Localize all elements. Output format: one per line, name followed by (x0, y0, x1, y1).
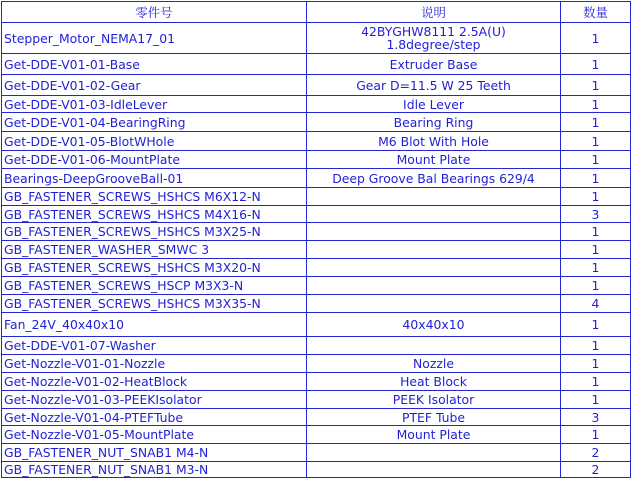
part-number-cell: Get-Nozzle-V01-05-MountPlate (2, 426, 307, 444)
quantity-cell: 1 (561, 259, 631, 277)
description-cell (307, 169, 561, 188)
quantity-cell: 1 (561, 113, 631, 132)
table-row (2, 96, 631, 113)
quantity-cell: 2 (561, 444, 631, 462)
table-row (2, 54, 631, 75)
description-line: PTEF Tube (402, 409, 465, 425)
quantity-cell: 1 (561, 426, 631, 444)
table-row (2, 23, 631, 54)
table-row (2, 113, 631, 132)
description-cell (307, 241, 561, 259)
table-row (2, 75, 631, 96)
part-number-cell: GB_FASTENER_SCREWS_HSHCS M3X20-N (2, 259, 307, 277)
part-number-cell: Fan_24V_40x40x10 (2, 313, 307, 337)
description-cell (307, 54, 561, 75)
description-line: Idle Lever (403, 96, 464, 112)
description-line: 42BYGHW8111 2.5A(U) (361, 24, 506, 39)
quantity-cell: 1 (561, 391, 631, 409)
part-number-cell: Get-Nozzle-V01-03-PEEKIsolator (2, 391, 307, 409)
quantity-cell: 1 (561, 241, 631, 259)
description-line: M6 Blot With Hole (378, 133, 489, 149)
table-row (2, 426, 631, 444)
table-row (2, 295, 631, 313)
part-number-cell: Get-Nozzle-V01-02-HeatBlock (2, 373, 307, 391)
description-cell (307, 96, 561, 113)
table-row (2, 206, 631, 223)
description-cell (307, 151, 561, 169)
description-cell (307, 75, 561, 96)
description-cell (307, 426, 561, 444)
quantity-cell: 1 (561, 277, 631, 295)
part-number-cell: GB_FASTENER_SCREWS_HSHCS M6X12-N (2, 188, 307, 206)
table-row (2, 373, 631, 391)
quantity-cell: 1 (561, 313, 631, 337)
table-row (2, 444, 631, 462)
part-number-cell: GB_FASTENER_WASHER_SMWC 3 (2, 241, 307, 259)
description-cell (307, 373, 561, 391)
description-cell (307, 132, 561, 151)
description-line: Extruder Base (389, 56, 478, 72)
description-line: 40x40x10 (402, 317, 465, 332)
quantity-cell: 3 (561, 206, 631, 223)
description-line: Gear D=11.5 W 25 Teeth (356, 77, 511, 93)
description-line: Bearing Ring (393, 114, 474, 130)
table-row (2, 169, 631, 188)
description-cell (307, 188, 561, 206)
description-cell (307, 355, 561, 373)
part-number-cell: Get-Nozzle-V01-04-PTEFTube (2, 409, 307, 426)
table-body (2, 23, 631, 478)
quantity-cell: 1 (561, 132, 631, 151)
part-number-cell: Get-DDE-V01-07-Washer (2, 337, 307, 355)
part-number-cell: Bearings-DeepGrooveBall-01 (2, 169, 307, 188)
description-cell (307, 444, 561, 462)
part-number-cell: GB_FASTENER_NUT_SNAB1 M3-N (2, 462, 307, 478)
quantity-cell: 1 (561, 96, 631, 113)
quantity-cell: 1 (561, 337, 631, 355)
description-cell (307, 409, 561, 426)
description-cell (307, 206, 561, 223)
description-line: Mount Plate (396, 427, 471, 442)
quantity-cell: 3 (561, 409, 631, 426)
quantity-cell: 1 (561, 188, 631, 206)
description-cell (307, 259, 561, 277)
part-number-cell: Get-DDE-V01-05-BlotWHole (2, 132, 307, 151)
quantity-cell: 1 (561, 373, 631, 391)
description-line: Deep Groove Bal Bearings 629/4 (332, 170, 535, 186)
header-quantity: 数量 (561, 2, 631, 23)
description-cell (307, 23, 561, 54)
description-cell (307, 295, 561, 313)
header-part-number: 零件号 (2, 2, 307, 23)
part-number-cell: GB_FASTENER_NUT_SNAB1 M4-N (2, 444, 307, 462)
table-row (2, 223, 631, 241)
table-row (2, 241, 631, 259)
part-number-cell: GB_FASTENER_SCREWS_HSHCS M4X16-N (2, 206, 307, 223)
part-number-cell: GB_FASTENER_SCREWS_HSHCS M3X35-N (2, 295, 307, 313)
quantity-cell: 1 (561, 75, 631, 96)
part-number-cell: Get-DDE-V01-01-Base (2, 54, 307, 75)
quantity-cell: 1 (561, 54, 631, 75)
description-line: PEEK Isolator (392, 392, 475, 407)
description-line: Heat Block (400, 374, 467, 389)
quantity-cell: 4 (561, 295, 631, 313)
table-row (2, 151, 631, 169)
quantity-cell: 1 (561, 169, 631, 188)
table-row (2, 259, 631, 277)
description-line: Nozzle (413, 356, 454, 371)
description-cell (307, 337, 561, 355)
part-number-cell: Stepper_Motor_NEMA17_01 (2, 23, 307, 54)
quantity-cell: 1 (561, 23, 631, 54)
quantity-cell: 1 (561, 355, 631, 373)
part-number-cell: GB_FASTENER_SCREWS_HSCP M3X3-N (2, 277, 307, 295)
part-number-cell: Get-DDE-V01-04-BearingRing (2, 113, 307, 132)
description-line: 1.8degree/step (386, 37, 481, 52)
part-number-cell: Get-DDE-V01-03-IdleLever (2, 96, 307, 113)
quantity-cell: 2 (561, 462, 631, 478)
table-row (2, 409, 631, 426)
description-line: Mount Plate (396, 152, 471, 167)
table-row (2, 277, 631, 295)
description-cell (307, 113, 561, 132)
table-row (2, 391, 631, 409)
table-row (2, 132, 631, 151)
table-row (2, 462, 631, 478)
part-number-cell: GB_FASTENER_SCREWS_HSHCS M3X25-N (2, 223, 307, 241)
description-cell (307, 223, 561, 241)
header-description: 说明 (307, 2, 561, 23)
part-number-cell: Get-Nozzle-V01-01-Nozzle (2, 355, 307, 373)
table-header-row (2, 2, 631, 23)
description-cell (307, 462, 561, 478)
bill-of-materials-table (1, 1, 631, 478)
part-number-cell: Get-DDE-V01-02-Gear (2, 75, 307, 96)
description-cell (307, 277, 561, 295)
part-number-cell: Get-DDE-V01-06-MountPlate (2, 151, 307, 169)
description-cell (307, 391, 561, 409)
table-row (2, 355, 631, 373)
table-row (2, 188, 631, 206)
table-row (2, 313, 631, 337)
table-row (2, 337, 631, 355)
quantity-cell: 1 (561, 151, 631, 169)
description-cell (307, 313, 561, 337)
quantity-cell: 1 (561, 223, 631, 241)
